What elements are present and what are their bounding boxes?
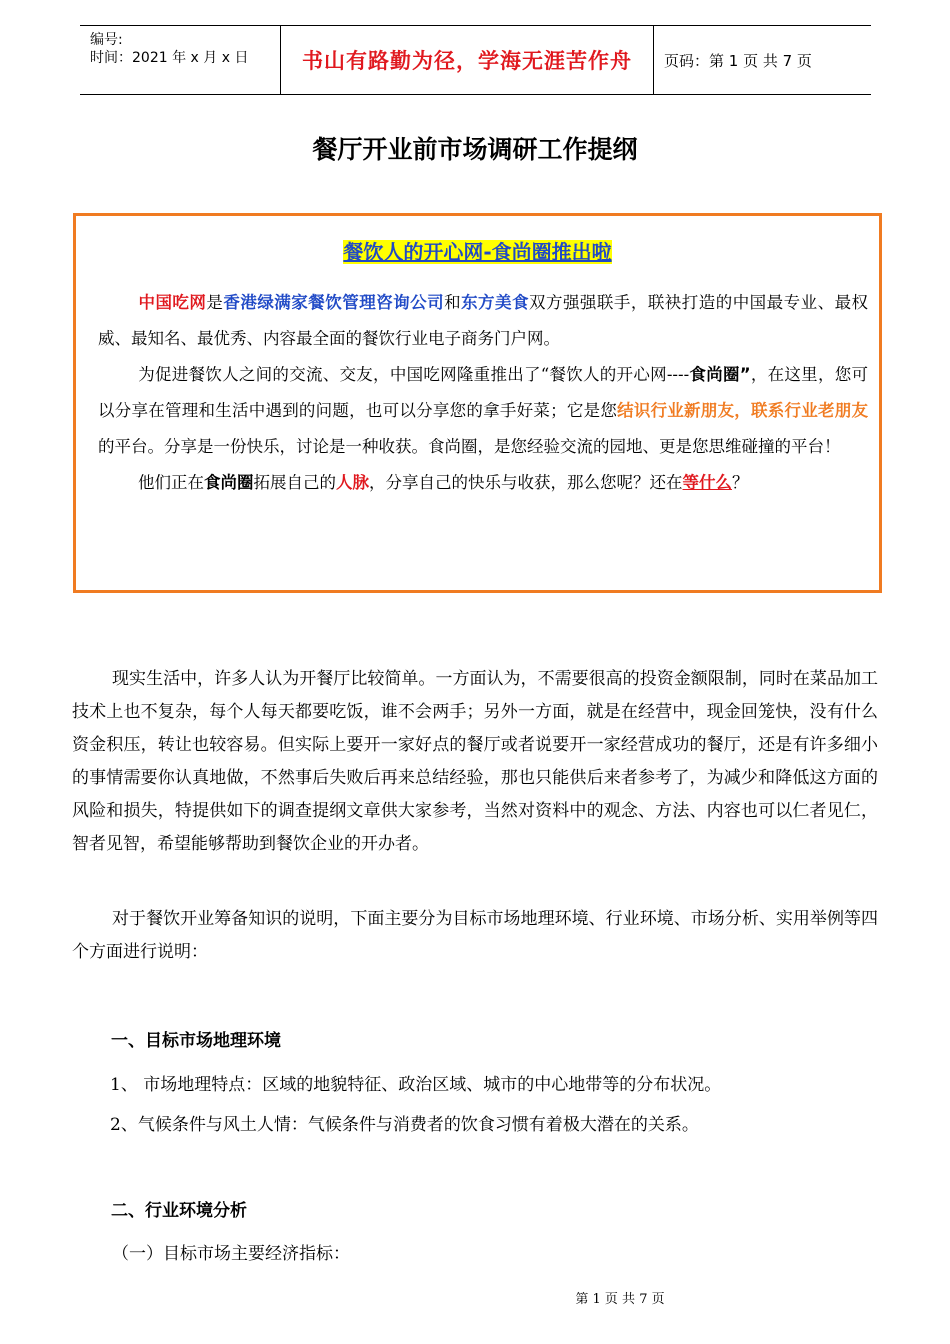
promo-box [73, 213, 882, 593]
document-number-label: 编号: [90, 32, 123, 48]
intro-paragraph [72, 663, 878, 861]
network-highlight: 人脉 [336, 473, 369, 492]
promo-text: 的平台。分享是一份快乐，讨论是一种收获。食尚圈，是您经验交流的园地、更是您思维碰撞的平台！ [98, 437, 841, 456]
promo-text: ，在这里，您可以分享在管理和生活中遇到的问题，也可以分享您的拿手好菜；它是您 [98, 365, 868, 420]
sub-heading-1: （一）目标市场主要经济指标： [112, 1244, 350, 1264]
promo-text: 为促进餐饮人之间的交流、交友，中国吃网隆重推出了“餐饮人的开心网---- [138, 365, 690, 384]
promo-highlight: 结识行业新朋友，联系行业老朋友 [617, 401, 869, 420]
intro-text: 现实生活中，许多人认为开餐厅比较简单。一方面认为，不需要很高的投资金额限制，同时在菜品加工技术上也不复杂，每个人每天都要吃饭，谁不会两手；另外一方面，就是在经营中，现金回笼快，没有什么资金积压，转让也较容易。但实际上要开一家好点的餐厅或者说要开一家经营成功的餐厅，还是有许多细小的事情需要你认真地做，不然事后失败后再来总结经验，那也只能供后来者参考了，为减少和降低这方面的风险和损失，特提供如下的调查提纲文章供大家参考，当然对资料中的观念、方法、内容也可以仁者见仁，智者见智，希望能够帮助到餐饮企业的开办者。 [72, 669, 878, 854]
page-header [80, 25, 871, 95]
header-motto: 书山有路勤为径，学海无涯苦作舟 [281, 26, 654, 94]
header-page-info: 页码：第 1 页 共 7 页 [664, 51, 812, 70]
promo-title[interactable] [76, 236, 879, 265]
promo-text: ，分享自己的快乐与收获，那么您呢？还在 [369, 473, 683, 492]
promo-text: 是 [206, 293, 224, 312]
community-name: 食尚圈” [689, 365, 751, 384]
site-name-link[interactable]: 中国吃网 [138, 293, 207, 312]
promo-text: ？ [732, 473, 749, 492]
promo-text: 双方强强联手，联袂打造的中国最专业、最权威、最知名、最优秀、内容最全面的餐饮行业电子商务门户网。 [98, 293, 869, 348]
section-heading-2: 二、行业环境分析 [111, 1201, 247, 1221]
partner-link[interactable]: 东方美食 [461, 293, 529, 312]
overview-paragraph [72, 903, 878, 969]
community-name: 食尚圈 [204, 473, 254, 492]
company-link[interactable]: 香港绿满家餐饮管理咨询公司 [223, 293, 445, 312]
section-heading-1: 一、目标市场地理环境 [111, 1031, 281, 1051]
list-item-2: 2、气候条件与风土人情：气候条件与消费者的饮食习惯有着极大潜在的关系。 [110, 1115, 699, 1135]
overview-text: 对于餐饮开业筹备知识的说明，下面主要分为目标市场地理环境、行业环境、市场分析、实用举例等四个方面进行说明： [72, 909, 878, 962]
promo-title-link[interactable]: 餐饮人的开心网-食尚圈推出啦 [343, 240, 612, 264]
promo-text: 拓展自己的 [253, 473, 336, 492]
promo-paragraph-1 [98, 285, 868, 501]
document-time-label: 时间：2021 年 x 月 x 日 [90, 50, 249, 66]
what-are-you-waiting-link[interactable]: 等什么 [682, 473, 732, 492]
promo-text: 和 [444, 293, 462, 312]
document-title: 餐厅开业前市场调研工作提纲 [312, 135, 638, 164]
promo-text: 他们正在 [138, 473, 204, 492]
list-item-1: 1、 市场地理特点：区域的地貌特征、政治区域、城市的中心地带等的分布状况。 [110, 1075, 722, 1095]
header-meta-cell [80, 26, 281, 94]
page-footer: 第 1 页 共 7 页 [575, 1292, 665, 1307]
